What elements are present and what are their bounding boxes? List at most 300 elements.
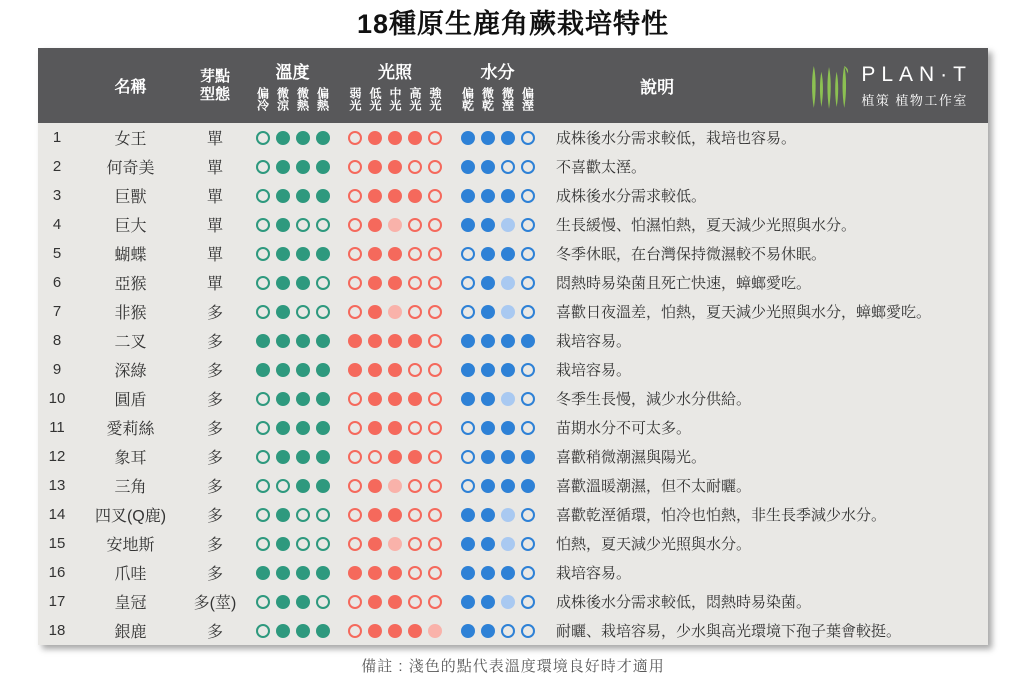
temp-dot-filled xyxy=(316,160,330,174)
light-dot-empty xyxy=(348,392,362,406)
light-dot-empty xyxy=(408,160,422,174)
description: 成株後水分需求較低，栽培也容易。 xyxy=(556,130,797,147)
temperature-dots xyxy=(245,537,340,551)
water-dot-empty xyxy=(461,421,475,435)
temp-dot-filled xyxy=(296,131,310,145)
water-dot-pale xyxy=(501,508,515,522)
temp-dot-filled xyxy=(276,595,290,609)
light-dot-empty xyxy=(428,189,442,203)
water-dot-filled xyxy=(481,218,495,232)
water-dots xyxy=(450,450,545,464)
water-dots xyxy=(450,537,545,551)
temp-dot-empty xyxy=(296,218,310,232)
water-dot-filled xyxy=(501,363,515,377)
light-dots xyxy=(340,595,450,609)
species-name: 何奇美 xyxy=(106,160,155,177)
table-row xyxy=(38,500,988,529)
temp-dot-filled xyxy=(316,334,330,348)
light-dot-pale xyxy=(428,624,442,638)
header-light-group xyxy=(340,48,450,123)
cultivation-table xyxy=(38,48,988,645)
description-column-label: 說明 xyxy=(640,78,675,97)
light-dot-filled xyxy=(388,247,402,261)
water-dot-empty xyxy=(521,189,535,203)
light-dot-filled xyxy=(388,363,402,377)
description: 栽培容易。 xyxy=(556,333,632,350)
water-dot-filled xyxy=(501,334,515,348)
plant-studio-logo xyxy=(809,60,988,112)
light-dots xyxy=(340,479,450,493)
light-dot-filled xyxy=(388,421,402,435)
light-dot-filled xyxy=(408,450,422,464)
light-dots xyxy=(340,537,450,551)
light-dot-empty xyxy=(428,479,442,493)
studio-name: 植策 植物工作室 xyxy=(861,92,968,108)
light-dot-empty xyxy=(348,421,362,435)
table-row xyxy=(38,558,988,587)
table-row xyxy=(38,152,988,181)
water-dot-empty xyxy=(521,160,535,174)
temp-dot-filled xyxy=(276,334,290,348)
bud-type: 多 xyxy=(206,479,223,496)
light-dot-empty xyxy=(408,218,422,232)
water-dot-filled xyxy=(461,624,475,638)
light-dot-empty xyxy=(348,218,362,232)
table-row xyxy=(38,297,988,326)
description: 生長緩慢、怕濕怕熱，夏天減少光照與水分。 xyxy=(556,217,857,234)
temp-dot-filled xyxy=(316,450,330,464)
light-dot-empty xyxy=(428,218,442,232)
table-body xyxy=(38,123,988,645)
description: 悶熱時易染菌且死亡快速，蟑螂愛吃。 xyxy=(556,275,812,292)
temp-dot-filled xyxy=(296,566,310,580)
scale-sub-label: 偏熱 xyxy=(315,87,330,111)
row-number: 4 xyxy=(52,216,62,233)
water-dot-empty xyxy=(461,305,475,319)
water-dot-empty xyxy=(521,421,535,435)
header-name xyxy=(76,48,185,123)
water-dot-filled xyxy=(521,334,535,348)
temp-dot-empty xyxy=(316,305,330,319)
water-dot-empty xyxy=(521,218,535,232)
water-dot-filled xyxy=(481,595,495,609)
light-dot-filled xyxy=(368,160,382,174)
light-dot-filled xyxy=(348,566,362,580)
temp-dot-filled xyxy=(316,624,330,638)
light-dot-empty xyxy=(348,479,362,493)
water-dot-empty xyxy=(521,508,535,522)
light-dot-filled xyxy=(368,392,382,406)
light-dot-empty xyxy=(408,479,422,493)
light-dot-empty xyxy=(428,392,442,406)
temp-dot-empty xyxy=(256,624,270,638)
water-dot-filled xyxy=(461,131,475,145)
light-dot-empty xyxy=(408,566,422,580)
temp-dot-filled xyxy=(296,450,310,464)
water-dot-empty xyxy=(521,595,535,609)
light-dot-filled xyxy=(368,479,382,493)
temp-dot-empty xyxy=(256,537,270,551)
temp-dot-filled xyxy=(296,624,310,638)
water-dots xyxy=(450,247,545,261)
water-dots xyxy=(450,421,545,435)
light-dot-filled xyxy=(368,189,382,203)
water-dot-filled xyxy=(501,421,515,435)
species-name: 安地斯 xyxy=(106,537,155,554)
temperature-dots xyxy=(245,160,340,174)
description: 苗期水分不可太多。 xyxy=(556,420,692,437)
water-dot-filled xyxy=(461,392,475,406)
temperature-dots xyxy=(245,189,340,203)
light-dot-empty xyxy=(348,131,362,145)
water-dot-filled xyxy=(501,479,515,493)
water-dot-empty xyxy=(521,392,535,406)
water-dot-filled xyxy=(481,363,495,377)
light-dot-empty xyxy=(428,276,442,290)
water-dot-filled xyxy=(481,450,495,464)
water-dot-empty xyxy=(521,305,535,319)
row-number: 14 xyxy=(48,506,66,523)
light-dots xyxy=(340,508,450,522)
water-dot-filled xyxy=(481,624,495,638)
water-dots xyxy=(450,305,545,319)
temp-dot-filled xyxy=(276,247,290,261)
light-dot-filled xyxy=(368,305,382,319)
table-header xyxy=(38,48,988,123)
temp-dot-filled xyxy=(276,218,290,232)
temp-dot-filled xyxy=(296,334,310,348)
water-dot-empty xyxy=(461,247,475,261)
row-number: 1 xyxy=(52,129,62,146)
water-dot-empty xyxy=(501,160,515,174)
species-name: 愛莉絲 xyxy=(106,421,155,438)
light-dots xyxy=(340,363,450,377)
water-dot-filled xyxy=(501,450,515,464)
row-number: 18 xyxy=(48,622,66,639)
temp-dot-filled xyxy=(256,363,270,377)
water-dot-filled xyxy=(481,189,495,203)
header-description xyxy=(545,48,988,123)
light-dot-empty xyxy=(428,131,442,145)
table-row xyxy=(38,616,988,645)
light-dot-empty xyxy=(348,595,362,609)
water-dot-filled xyxy=(461,189,475,203)
temp-dot-filled xyxy=(316,421,330,435)
species-name: 亞猴 xyxy=(114,276,147,293)
description: 不喜歡太溼。 xyxy=(556,159,647,176)
light-dot-empty xyxy=(428,450,442,464)
temp-dot-filled xyxy=(296,595,310,609)
light-dots xyxy=(340,247,450,261)
header-number-spacer xyxy=(38,48,76,123)
temperature-dots xyxy=(245,305,340,319)
light-dots xyxy=(340,566,450,580)
water-dot-empty xyxy=(521,624,535,638)
header-water-group xyxy=(450,48,545,123)
light-dot-filled xyxy=(388,450,402,464)
description: 冬季休眠，在台灣保持微濕較不易休眠。 xyxy=(556,246,827,263)
water-dot-filled xyxy=(481,508,495,522)
water-dot-filled xyxy=(481,131,495,145)
water-dot-empty xyxy=(521,363,535,377)
header-bud-type xyxy=(185,48,245,123)
light-dot-filled xyxy=(388,566,402,580)
temp-dot-filled xyxy=(276,276,290,290)
temperature-dots xyxy=(245,218,340,232)
description: 怕熱，夏天減少光照與水分。 xyxy=(556,536,752,553)
light-dot-empty xyxy=(348,160,362,174)
light-dot-filled xyxy=(408,131,422,145)
scale-sub-label: 弱光 xyxy=(348,87,362,111)
description: 栽培容易。 xyxy=(556,362,632,379)
light-dot-empty xyxy=(408,276,422,290)
light-dot-filled xyxy=(388,189,402,203)
bud-type: 多(莖) xyxy=(193,595,237,612)
table-row xyxy=(38,529,988,558)
description: 喜歡乾溼循環，怕冷也怕熱，非生長季減少水分。 xyxy=(556,507,887,524)
species-name: 巨大 xyxy=(114,218,147,235)
temp-dot-filled xyxy=(256,566,270,580)
temp-dot-filled xyxy=(276,537,290,551)
species-name: 銀鹿 xyxy=(114,624,147,641)
light-dot-filled xyxy=(368,566,382,580)
table-row xyxy=(38,268,988,297)
water-scale-labels xyxy=(461,87,535,115)
scale-sub-label: 中光 xyxy=(388,87,402,111)
water-dot-empty xyxy=(461,479,475,493)
water-dot-filled xyxy=(461,334,475,348)
light-dot-empty xyxy=(428,247,442,261)
description: 喜歡稍微潮濕與陽光。 xyxy=(556,449,707,466)
water-dot-pale xyxy=(501,218,515,232)
bud-type: 多 xyxy=(206,624,223,641)
temperature-dots xyxy=(245,421,340,435)
bud-type: 多 xyxy=(206,566,223,583)
temp-dot-empty xyxy=(276,479,290,493)
table-row xyxy=(38,442,988,471)
row-number: 11 xyxy=(49,419,65,436)
row-number: 9 xyxy=(52,361,62,378)
temp-dot-empty xyxy=(316,218,330,232)
light-dots xyxy=(340,392,450,406)
table-row xyxy=(38,326,988,355)
light-dots xyxy=(340,218,450,232)
species-name: 圓盾 xyxy=(114,392,147,409)
row-number: 17 xyxy=(48,593,66,610)
species-name: 三角 xyxy=(114,479,147,496)
temperature-dots xyxy=(245,479,340,493)
light-dot-filled xyxy=(368,624,382,638)
light-dot-filled xyxy=(368,421,382,435)
temperature-dots xyxy=(245,334,340,348)
table-row xyxy=(38,413,988,442)
temp-dot-empty xyxy=(256,508,270,522)
water-dot-filled xyxy=(501,566,515,580)
light-dot-pale xyxy=(388,537,402,551)
light-dot-filled xyxy=(388,160,402,174)
temp-dot-empty xyxy=(256,189,270,203)
water-dots xyxy=(450,566,545,580)
temp-dot-empty xyxy=(256,450,270,464)
water-dots xyxy=(450,160,545,174)
species-name: 象耳 xyxy=(114,450,147,467)
species-name: 非猴 xyxy=(114,305,147,322)
light-dots xyxy=(340,131,450,145)
species-name: 二叉 xyxy=(114,334,147,351)
brand-name: PLAN·T xyxy=(861,62,972,86)
light-dots xyxy=(340,305,450,319)
temperature-dots xyxy=(245,363,340,377)
row-number: 8 xyxy=(52,332,62,349)
light-dot-filled xyxy=(368,334,382,348)
footnote: 備註 : 淺色的點代表溫度環境良好時才適用 xyxy=(361,658,665,675)
temp-dot-filled xyxy=(276,566,290,580)
description: 成株後水分需求較低。 xyxy=(556,188,707,205)
light-dot-filled xyxy=(368,131,382,145)
table-row xyxy=(38,355,988,384)
water-dot-empty xyxy=(521,276,535,290)
temp-dot-empty xyxy=(256,421,270,435)
temp-dot-filled xyxy=(316,392,330,406)
scale-sub-label: 微乾 xyxy=(480,87,495,111)
page-title: 18種原生鹿角蕨栽培特性 xyxy=(356,9,670,39)
light-dot-filled xyxy=(368,508,382,522)
temp-dot-filled xyxy=(276,421,290,435)
temp-dot-empty xyxy=(296,537,310,551)
table-row xyxy=(38,587,988,616)
scale-sub-label: 偏溼 xyxy=(520,87,535,111)
row-number: 15 xyxy=(48,535,66,552)
water-dots xyxy=(450,595,545,609)
bud-type: 多 xyxy=(206,392,223,409)
water-dot-empty xyxy=(521,131,535,145)
water-dot-filled xyxy=(461,218,475,232)
temp-dot-filled xyxy=(316,247,330,261)
header-temperature-group xyxy=(245,48,340,123)
water-dot-pale xyxy=(501,392,515,406)
bud-type: 多 xyxy=(206,537,223,554)
light-dot-empty xyxy=(428,595,442,609)
temperature-dots xyxy=(245,392,340,406)
row-number: 6 xyxy=(52,274,62,291)
table-row xyxy=(38,471,988,500)
row-number: 2 xyxy=(52,158,62,175)
water-dots xyxy=(450,131,545,145)
light-dot-empty xyxy=(368,450,382,464)
temp-dot-empty xyxy=(256,479,270,493)
light-dot-pale xyxy=(388,479,402,493)
light-dot-filled xyxy=(368,218,382,232)
light-dot-filled xyxy=(348,334,362,348)
light-dot-pale xyxy=(388,305,402,319)
scale-sub-label: 偏冷 xyxy=(255,87,270,111)
temp-dot-filled xyxy=(316,363,330,377)
temp-dot-filled xyxy=(276,508,290,522)
water-dot-pale xyxy=(501,595,515,609)
bud-type: 多 xyxy=(206,421,223,438)
light-dot-filled xyxy=(388,334,402,348)
temperature-dots xyxy=(245,595,340,609)
temp-dot-filled xyxy=(296,479,310,493)
temp-dot-filled xyxy=(296,160,310,174)
temp-dot-filled xyxy=(276,363,290,377)
row-number: 5 xyxy=(52,245,62,262)
temp-dot-empty xyxy=(256,276,270,290)
water-dot-filled xyxy=(501,131,515,145)
light-dots xyxy=(340,276,450,290)
light-dot-empty xyxy=(408,595,422,609)
light-dot-filled xyxy=(408,189,422,203)
light-dot-filled xyxy=(408,334,422,348)
bud-type: 多 xyxy=(206,450,223,467)
water-dots xyxy=(450,189,545,203)
temp-dot-empty xyxy=(316,508,330,522)
water-dots xyxy=(450,363,545,377)
temp-dot-empty xyxy=(256,595,270,609)
water-dot-filled xyxy=(461,160,475,174)
light-dot-empty xyxy=(348,247,362,261)
temp-dot-filled xyxy=(316,566,330,580)
scale-sub-label: 高光 xyxy=(408,87,422,111)
water-dots xyxy=(450,218,545,232)
water-dot-filled xyxy=(501,247,515,261)
light-dot-filled xyxy=(368,363,382,377)
light-dot-empty xyxy=(408,247,422,261)
light-dot-empty xyxy=(408,421,422,435)
light-dot-filled xyxy=(388,392,402,406)
description: 耐曬、栽培容易，少水與高光環境下孢子葉會較挺。 xyxy=(556,623,902,640)
temp-dot-filled xyxy=(296,363,310,377)
water-dots xyxy=(450,624,545,638)
light-dot-empty xyxy=(348,276,362,290)
water-dot-filled xyxy=(461,537,475,551)
bud-type: 單 xyxy=(206,189,223,206)
scale-sub-label: 偏乾 xyxy=(460,87,475,111)
temp-dot-empty xyxy=(256,160,270,174)
species-name: 深綠 xyxy=(114,363,147,380)
light-dot-empty xyxy=(348,189,362,203)
water-dot-filled xyxy=(481,566,495,580)
description: 成株後水分需求較低，悶熱時易染菌。 xyxy=(556,594,812,611)
row-number: 10 xyxy=(48,390,66,407)
water-dot-filled xyxy=(521,450,535,464)
light-dot-filled xyxy=(368,276,382,290)
temperature-dots xyxy=(245,276,340,290)
water-dot-filled xyxy=(481,392,495,406)
light-dots xyxy=(340,421,450,435)
light-dots xyxy=(340,450,450,464)
light-dot-empty xyxy=(348,305,362,319)
temp-dot-filled xyxy=(316,131,330,145)
row-number: 7 xyxy=(52,303,62,320)
temperature-dots xyxy=(245,131,340,145)
table-row xyxy=(38,210,988,239)
bud-type: 多 xyxy=(206,334,223,351)
light-dot-empty xyxy=(348,537,362,551)
description: 喜歡溫暖潮濕，但不太耐曬。 xyxy=(556,478,752,495)
temp-dot-filled xyxy=(256,334,270,348)
light-dot-filled xyxy=(388,276,402,290)
light-dot-empty xyxy=(428,537,442,551)
description: 喜歡日夜溫差，怕熱，夏天減少光照與水分，蟑螂愛吃。 xyxy=(556,304,932,321)
species-name: 爪哇 xyxy=(114,566,147,583)
temp-dot-filled xyxy=(316,479,330,493)
species-name: 四叉(Q鹿) xyxy=(94,508,167,525)
description: 冬季生長慢，減少水分供給。 xyxy=(556,391,752,408)
temp-dot-empty xyxy=(256,131,270,145)
water-dot-filled xyxy=(461,363,475,377)
water-dot-filled xyxy=(521,479,535,493)
